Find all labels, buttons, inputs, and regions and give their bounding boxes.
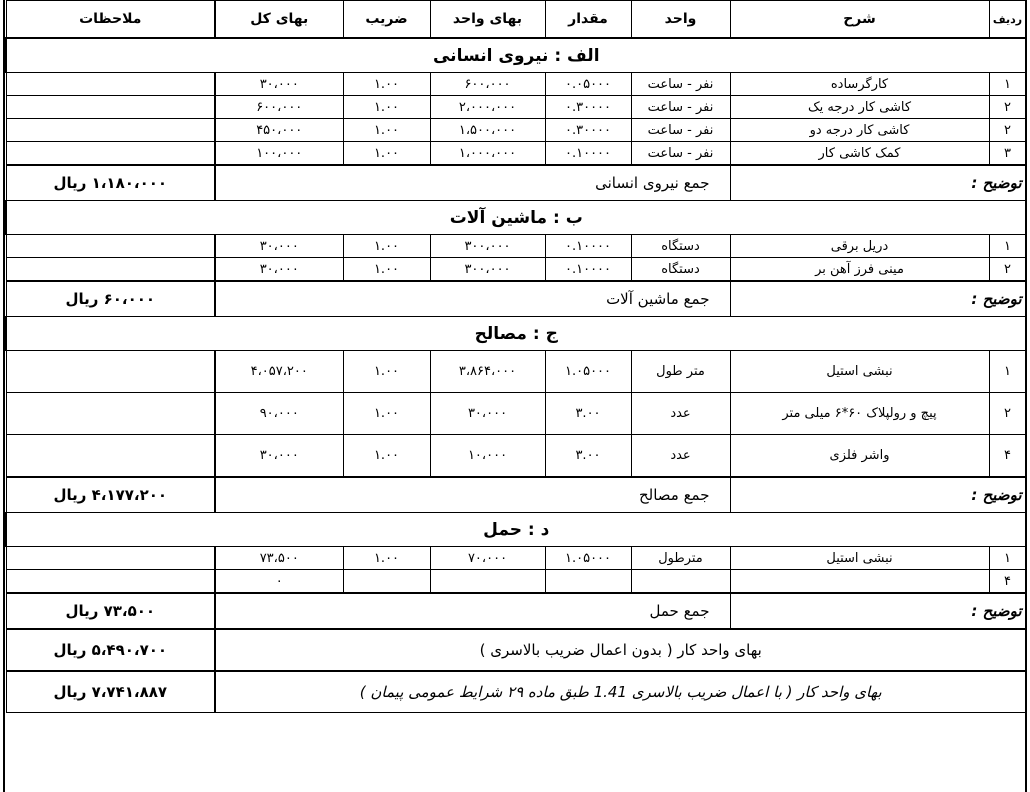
item-row [6, 258, 1026, 282]
row-number: ۱ [989, 547, 1026, 570]
item-unit-price: ۲،۰۰۰،۰۰۰ [430, 96, 545, 119]
section-sum-value: ۷۳،۵۰۰ ریال [6, 593, 215, 629]
item-total-price: ۴،۰۵۷،۲۰۰ [215, 351, 343, 393]
section-sum-label: جمع مصالح [215, 477, 730, 513]
item-description: واشر فلزی [730, 435, 989, 478]
item-coefficient: ۱.۰۰ [343, 73, 430, 96]
item-unit: مترطول [631, 547, 730, 570]
item-unit: نفر - ساعت [631, 119, 730, 142]
item-coefficient: ۱.۰۰ [343, 96, 430, 119]
item-row [6, 393, 1026, 435]
item-row [6, 142, 1026, 166]
section-sum-row [6, 281, 1026, 317]
item-description: پیچ و رولپلاک ۶۰*۶ میلی متر [730, 393, 989, 435]
item-description: کمک کاشی کار [730, 142, 989, 166]
item-row [6, 96, 1026, 119]
item-description: مینی فرز آهن بر [730, 258, 989, 282]
item-total-price: ۴۵۰،۰۰۰ [215, 119, 343, 142]
total-value: ۵،۴۹۰،۷۰۰ ریال [6, 629, 215, 671]
item-row [6, 351, 1026, 393]
unit-price-without-overhead-row [6, 629, 1026, 671]
item-row [6, 119, 1026, 142]
item-coefficient: ۱.۰۰ [343, 258, 430, 282]
item-description: نبشی استیل [730, 547, 989, 570]
item-quantity: ۳.۰۰ [545, 393, 631, 435]
row-number: ۱ [989, 73, 1026, 96]
section-title-row [6, 38, 1026, 73]
item-total-price: ۷۳،۵۰۰ [215, 547, 343, 570]
note-label: توضیح : [730, 593, 1026, 629]
note-label: توضیح : [730, 477, 1026, 513]
header-coefficient: ضریب [343, 1, 430, 39]
row-number: ۳ [989, 142, 1026, 166]
item-row [6, 73, 1026, 96]
section-sum-value: ۱،۱۸۰،۰۰۰ ریال [6, 165, 215, 201]
item-unit-price [430, 570, 545, 594]
item-row [6, 435, 1026, 478]
item-coefficient: ۱.۰۰ [343, 119, 430, 142]
section-sum-value: ۶۰،۰۰۰ ریال [6, 281, 215, 317]
item-remarks [6, 435, 215, 478]
section-title: ج : مصالح [6, 317, 1026, 351]
item-description: نبشی استیل [730, 351, 989, 393]
item-remarks [6, 351, 215, 393]
row-number: ۲ [989, 119, 1026, 142]
item-unit [631, 570, 730, 594]
section-sum-label: جمع حمل [215, 593, 730, 629]
section-sum-label: جمع ماشین آلات [215, 281, 730, 317]
item-description: کاشی کار درجه یک [730, 96, 989, 119]
item-quantity: ۰.۱۰۰۰۰ [545, 235, 631, 258]
item-unit-price: ۳،۸۶۴،۰۰۰ [430, 351, 545, 393]
item-coefficient: ۱.۰۰ [343, 435, 430, 478]
item-remarks [6, 73, 215, 96]
item-remarks [6, 547, 215, 570]
note-label: توضیح : [730, 281, 1026, 317]
section-title: ب : ماشین آلات [6, 201, 1026, 235]
item-quantity: ۱.۰۵۰۰۰ [545, 351, 631, 393]
item-unit: عدد [631, 393, 730, 435]
section-title-row [6, 513, 1026, 547]
item-description: دریل برقی [730, 235, 989, 258]
item-row [6, 235, 1026, 258]
unit-price-with-overhead-row [6, 671, 1026, 713]
item-total-price: ۱۰۰،۰۰۰ [215, 142, 343, 166]
row-number: ۲ [989, 96, 1026, 119]
item-remarks [6, 570, 215, 594]
item-unit: دستگاه [631, 258, 730, 282]
item-unit: عدد [631, 435, 730, 478]
item-total-price: ۰ [215, 570, 343, 594]
section-sum-row [6, 477, 1026, 513]
item-unit-price: ۱،۵۰۰،۰۰۰ [430, 119, 545, 142]
item-quantity: ۰.۱۰۰۰۰ [545, 258, 631, 282]
item-unit-price: ۱۰،۰۰۰ [430, 435, 545, 478]
item-unit: دستگاه [631, 235, 730, 258]
row-number: ۴ [989, 435, 1026, 478]
section-title: الف : نیروی انسانی [6, 38, 1026, 73]
item-remarks [6, 235, 215, 258]
total-description: بهای واحد کار ( بدون اعمال ضریب بالاسری ) [215, 629, 1026, 671]
item-total-price: ۳۰،۰۰۰ [215, 258, 343, 282]
item-coefficient: ۱.۰۰ [343, 351, 430, 393]
price-analysis-table [5, 0, 1027, 713]
total-description: بهای واحد کار ( با اعمال ضریب بالاسری 1.41 طبق ماده ۲۹ شرایط عمومی پیمان ) [215, 671, 1026, 713]
total-value: ۷،۷۴۱،۸۸۷ ریال [6, 671, 215, 713]
item-unit: نفر - ساعت [631, 142, 730, 166]
price-analysis-sheet [3, 0, 1027, 792]
item-unit: متر طول [631, 351, 730, 393]
item-coefficient: ۱.۰۰ [343, 547, 430, 570]
item-quantity: ۰.۳۰۰۰۰ [545, 96, 631, 119]
item-unit: نفر - ساعت [631, 96, 730, 119]
row-number: ۲ [989, 393, 1026, 435]
item-unit: نفر - ساعت [631, 73, 730, 96]
header-total-price: بهای کل [215, 1, 343, 39]
item-quantity: ۰.۱۰۰۰۰ [545, 142, 631, 166]
section-title-row [6, 317, 1026, 351]
item-description [730, 570, 989, 594]
header-quantity: مقدار [545, 1, 631, 39]
item-coefficient: ۱.۰۰ [343, 235, 430, 258]
item-unit-price: ۷۰،۰۰۰ [430, 547, 545, 570]
section-sum-row [6, 593, 1026, 629]
row-number: ۱ [989, 351, 1026, 393]
row-number: ۱ [989, 235, 1026, 258]
item-unit-price: ۳۰۰،۰۰۰ [430, 235, 545, 258]
item-quantity: ۰.۰۵۰۰۰ [545, 73, 631, 96]
item-total-price: ۹۰،۰۰۰ [215, 393, 343, 435]
item-unit-price: ۳۰۰،۰۰۰ [430, 258, 545, 282]
item-total-price: ۶۰۰،۰۰۰ [215, 96, 343, 119]
item-total-price: ۳۰،۰۰۰ [215, 235, 343, 258]
item-remarks [6, 142, 215, 166]
item-remarks [6, 393, 215, 435]
item-remarks [6, 96, 215, 119]
header-unit: واحد [631, 1, 730, 39]
header-description: شرح [730, 1, 989, 39]
row-number: ۲ [989, 258, 1026, 282]
item-quantity [545, 570, 631, 594]
item-unit-price: ۱،۰۰۰،۰۰۰ [430, 142, 545, 166]
item-coefficient: ۱.۰۰ [343, 393, 430, 435]
item-description: کاشی کار درجه دو [730, 119, 989, 142]
item-coefficient: ۱.۰۰ [343, 142, 430, 166]
item-unit-price: ۳۰،۰۰۰ [430, 393, 545, 435]
section-sum-label: جمع نیروی انسانی [215, 165, 730, 201]
item-coefficient [343, 570, 430, 594]
item-quantity: ۰.۳۰۰۰۰ [545, 119, 631, 142]
header-row-number: ردیف [989, 1, 1026, 39]
note-label: توضیح : [730, 165, 1026, 201]
item-total-price: ۳۰،۰۰۰ [215, 73, 343, 96]
header-remarks: ملاحظات [6, 1, 215, 39]
header-row [6, 1, 1026, 39]
item-total-price: ۳۰،۰۰۰ [215, 435, 343, 478]
item-row [6, 570, 1026, 594]
section-sum-value: ۴،۱۷۷،۲۰۰ ریال [6, 477, 215, 513]
header-unit-price: بهای واحد [430, 1, 545, 39]
section-title: د : حمل [6, 513, 1026, 547]
section-title-row [6, 201, 1026, 235]
item-remarks [6, 258, 215, 282]
item-quantity: ۱.۰۵۰۰۰ [545, 547, 631, 570]
section-sum-row [6, 165, 1026, 201]
item-row [6, 547, 1026, 570]
row-number: ۴ [989, 570, 1026, 594]
item-quantity: ۳.۰۰ [545, 435, 631, 478]
item-unit-price: ۶۰۰،۰۰۰ [430, 73, 545, 96]
item-description: کارگرساده [730, 73, 989, 96]
item-remarks [6, 119, 215, 142]
